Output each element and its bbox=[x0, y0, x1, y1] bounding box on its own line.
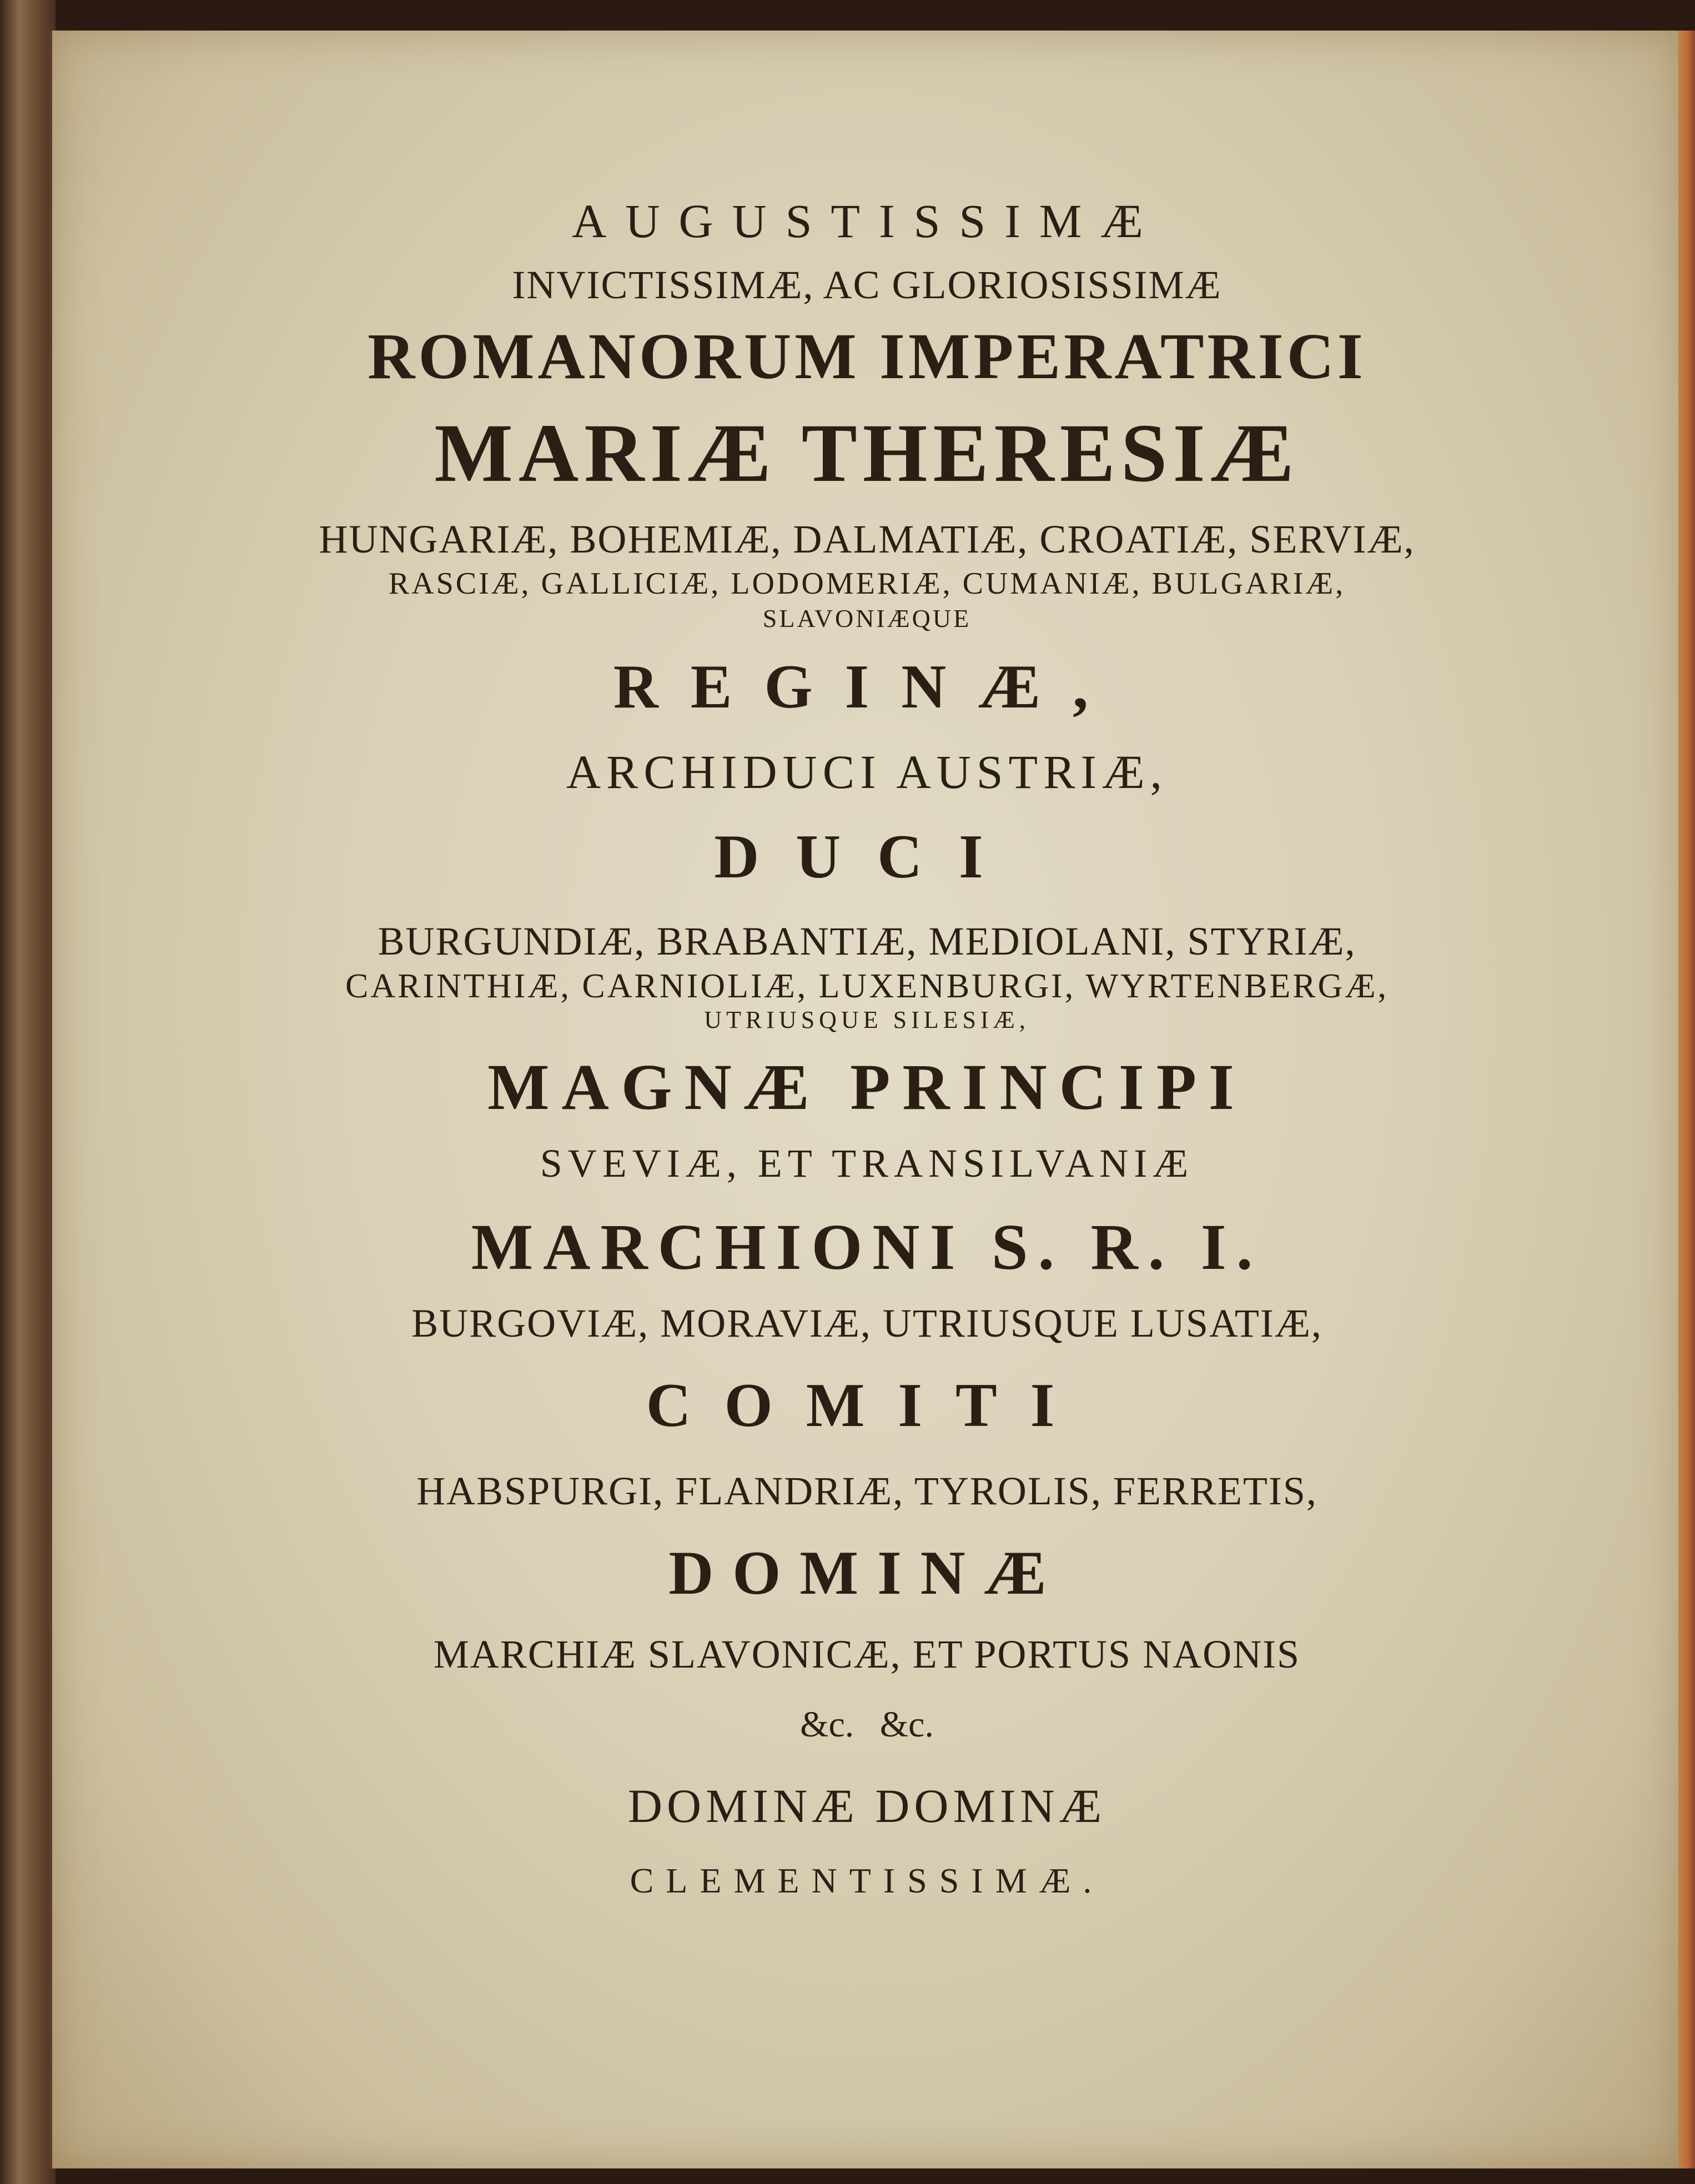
dedication-line-23: DOMINÆ DOMINÆ bbox=[627, 1779, 1106, 1832]
dedication-line-4: MARIÆ THERESIÆ bbox=[434, 407, 1300, 499]
dedication-line-10: DUCI bbox=[714, 822, 1020, 891]
dedication-line-8: REGINÆ, bbox=[613, 652, 1121, 721]
dedication-line-2: INVICTISSIMÆ, AC GLORIOSISSIMÆ bbox=[512, 263, 1222, 307]
dedication-line-9: ARCHIDUCI AUSTRIÆ, bbox=[566, 745, 1168, 799]
page-edge bbox=[1678, 31, 1695, 2168]
dedication-text bbox=[52, 164, 1682, 1899]
dedication-line-13: UTRIUSQUE SILESIÆ, bbox=[704, 1006, 1030, 1033]
dedication-line-7: SLAVONIÆQUE bbox=[762, 604, 972, 632]
dedication-line-14: MAGNÆ PRINCIPI bbox=[487, 1051, 1246, 1123]
dedication-line-24: CLEMENTISSIMÆ. bbox=[630, 1861, 1104, 1900]
dedication-line-19: HABSPURGI, FLANDRIÆ, TYROLIS, FERRETIS, bbox=[416, 1469, 1317, 1513]
dedication-line-12: CARINTHIÆ, CARNIOLIÆ, LUXENBURGI, WYRTENBERGÆ, bbox=[345, 967, 1389, 1005]
dedication-line-11: BURGUNDIÆ, BRABANTIÆ, MEDIOLANI, STYRIÆ, bbox=[378, 919, 1356, 963]
dedication-line-6: RASCIÆ, GALLICIÆ, LODOMERIÆ, CUMANIÆ, BULGARIÆ, bbox=[388, 566, 1346, 601]
dedication-line-18: COMITI bbox=[646, 1371, 1088, 1440]
dedication-line-21: MARCHIÆ SLAVONICÆ, ET PORTUS NAONIS bbox=[433, 1632, 1301, 1676]
title-page bbox=[49, 31, 1682, 2168]
dedication-line-1: AUGUSTISSIMÆ bbox=[572, 194, 1162, 248]
dedication-line-15: SVEVIÆ, ET TRANSILVANIÆ bbox=[540, 1141, 1194, 1186]
book-binding bbox=[0, 0, 56, 2184]
dedication-line-17: BURGOVIÆ, MORAVIÆ, UTRIUSQUE LUSATIÆ, bbox=[411, 1301, 1322, 1345]
dedication-line-5: HUNGARIÆ, BOHEMIÆ, DALMATIÆ, CROATIÆ, SERVIÆ, bbox=[319, 517, 1415, 561]
dedication-line-20: DOMINÆ bbox=[668, 1539, 1065, 1608]
dedication-line-22: &c. &c. bbox=[800, 1704, 934, 1745]
dedication-line-3: ROMANORUM IMPERATRICI bbox=[368, 320, 1366, 393]
dedication-line-16: MARCHIONI S. R. I. bbox=[471, 1211, 1263, 1283]
